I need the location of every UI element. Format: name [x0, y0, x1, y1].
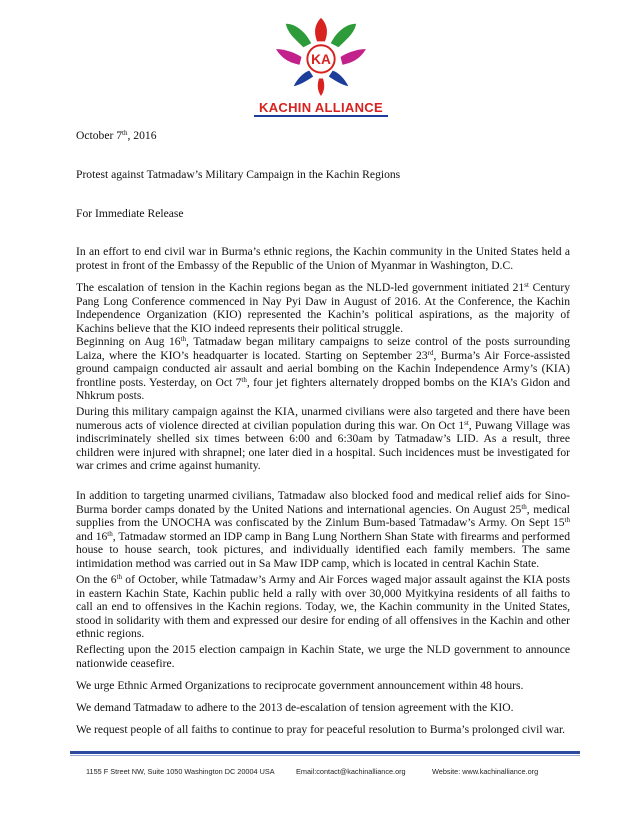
paragraph-6: On the 6th of October, while Tatmadaw’s Army and Air Forces waged major assault against the KIA posts in eastern Kachin State, Kachin public held a rally with over 30,000 Myitkyina residents of all faiths to call an end to offensives in the Kachin regions. Today, we, the Kachin community in the United States, stood in solidarity with them and expressed our desire for ending of all offensives in the Kachin and other ethnic regions. — [76, 573, 570, 640]
paragraph-10: We request people of all faiths to continue to pray for peaceful resolution to Burma’s prolonged civil war. — [76, 723, 566, 736]
kachin-alliance-logo-icon — [272, 14, 370, 98]
paragraph-7: Reflecting upon the 2015 election campaign in Kachin State, we urge the NLD government to announce nationwide ceasefire. — [76, 643, 570, 670]
footer-address: 1155 F Street NW, Suite 1050 Washington DC 20004 USA — [86, 767, 275, 776]
footer-divider — [70, 751, 580, 754]
logo-letters: KA — [311, 51, 331, 67]
footer-email[interactable]: Email:contact@kachinalliance.org — [296, 767, 406, 776]
paragraph-2: The escalation of tension in the Kachin regions began as the NLD-led government initiated 21st Century Pang Long Conference commenced in Nay Pyi Daw in August of 2016. At the Conference, the Kachin Independence Organization (KIO) represented the Kachin’s political aspirations, as the majority of Kachins believe that the KIO indeed represents their political struggle. — [76, 281, 570, 335]
paragraph-8: We urge Ethnic Armed Organizations to reciprocate government announcement within 48 hours. — [76, 679, 524, 692]
paragraph-1: In an effort to end civil war in Burma’s ethnic regions, the Kachin community in the United States held a protest in front of the Embassy of the Republic of the Union of Myanmar in Washington, D.C. — [76, 245, 570, 272]
release-notice: For Immediate Release — [76, 207, 184, 220]
footer-website[interactable]: Website: www.kachinalliance.org — [432, 767, 539, 776]
logo-underline — [254, 115, 388, 117]
paragraph-5: In addition to targeting unarmed civilians, Tatmadaw also blocked food and medical relief aids for Sino-Burma border camps donated by the United Nations and international agencies. On August 25th, medical supplies from the UNOCHA was confiscated by the Zinlum Bum-based Tatmadaw’s Army. On Sept 15th and 16th, Tatmadaw stormed an IDP camp in Bang Lung Northern Shan State with firearms and performed house to house search, took pictures, and individually identified each family members. The same intimidation method was carried out in Sa Maw IDP camp, which is located in central Kachin State. — [76, 489, 570, 570]
paragraph-4: During this military campaign against the KIA, unarmed civilians were also targeted and there have been numerous acts of violence directed at civilian population during this war. On Oct 1st, Puwang Village was indiscriminately shelled six times between 6:00 and 6:30am by Tatmadaw’s LID. As a result, three children were injured with shrapnel; one later died in a hospital. Such incidences must be investigated for war crimes and crime against humanity. — [76, 405, 570, 472]
footer-divider-thin — [70, 755, 580, 756]
document-title: Protest against Tatmadaw’s Military Campaign in the Kachin Regions — [76, 168, 401, 181]
paragraph-3: Beginning on Aug 16th, Tatmadaw began military campaigns to seize control of the posts surrounding Laiza, where the KIO’s headquarter is located. Starting on September 23rd, Burma’s Air Force-assisted ground campaign conducted air assault and aerial bombing on the Kachin Independence Army’s (KIA) frontline posts. Yesterday, on Oct 7th, four jet fighters alternately dropped bombs on the KIA’s Gidon and Nhkrum posts. — [76, 335, 570, 402]
document-date: October 7th, 2016 — [76, 129, 157, 142]
kachin-alliance-logo — [246, 14, 396, 116]
org-name: KACHIN ALLIANCE — [259, 100, 383, 115]
paragraph-9: We demand Tatmadaw to adhere to the 2013 de-escalation of tension agreement with the KIO. — [76, 701, 514, 714]
